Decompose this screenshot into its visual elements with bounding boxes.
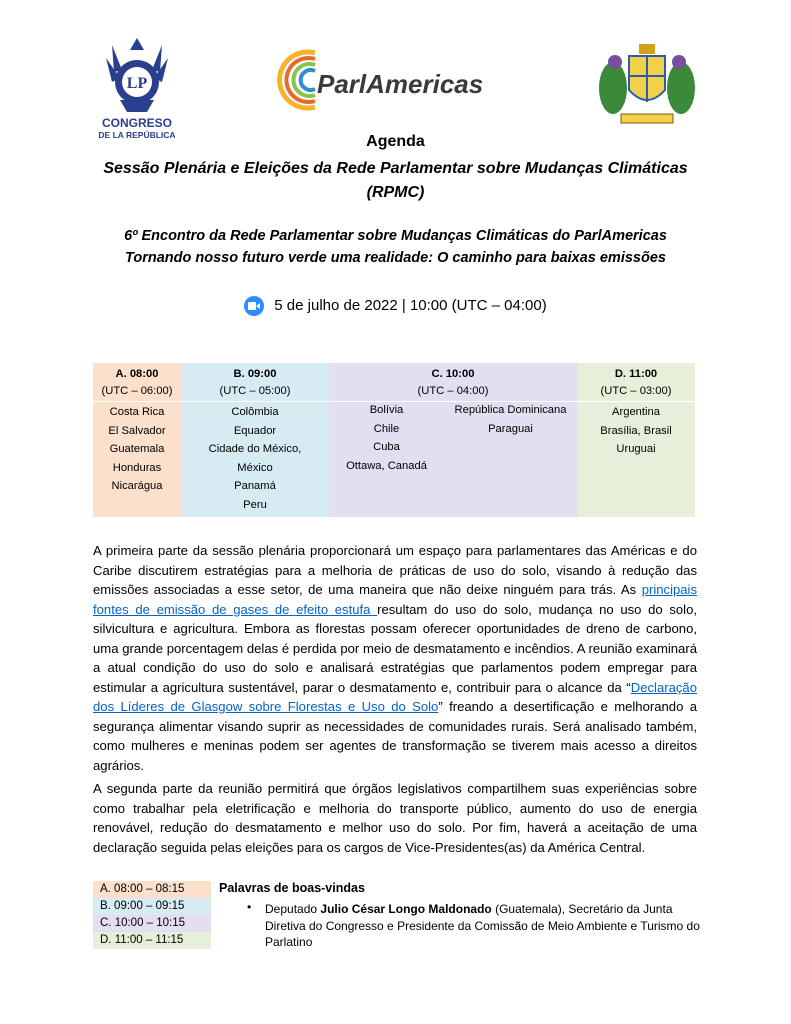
timezone-places-right <box>444 401 577 438</box>
place: Nicarágua <box>111 480 163 492</box>
place: México <box>237 461 273 474</box>
timezone-column-a <box>93 363 181 517</box>
congreso-logo <box>92 30 182 142</box>
schedule-times <box>93 881 211 949</box>
timezone-time: A. 08:00 <box>115 368 159 380</box>
timezone-utc: (UTC – 06:00) <box>93 383 181 402</box>
timezone-column-d <box>577 363 695 517</box>
schedule-time: B. 09:00 – 09:15 <box>93 898 211 915</box>
paragraph-text: resultam do uso do solo, mudança no uso do solo, silvicultura e agricultura. Embora as florestas possam oferecer oportunidades de dreno de carbono, uma grande porcentagem delas é perdida por meio de desmatamento e incêndios. A reunião examinará a atual condição do uso do solo e analisará estratégias que parlamentos podem empregar para estimular a agricultura sustentável, parar o desmatamento e, contribuir para o alcance da “ <box>93 601 697 695</box>
place: Peru <box>243 498 267 511</box>
place: Argentina <box>612 406 660 418</box>
place: Ottawa, Canadá <box>346 459 427 472</box>
second-paragraph: A segunda parte da reunião permitirá que órgãos legislativos compartilhem suas experiências sobre como trabalhar pela eletrificação e melhoria do transporte público, aumento do uso de energia renovável, redução do desmatamento e melhor uso do solo. Por fim, haverá a aceitação de uma declaração seguida pelas eleições para os cargos de Vice-Presidentes(as) da América Central. <box>93 781 697 855</box>
emissions-sources-link[interactable]: principais fontes de emissão de gases de efeito estufa <box>93 582 697 617</box>
timezone-places <box>93 403 181 496</box>
paragraph-text: A primeira parte da sessão plenária proporcionará um espaço para parlamentares das Américas e do Caribe discutirem estratégias para a melhoria de práticas de uso do solo, visando à redução das emissões associadas a esse setor, de uma maneira que não deixe ninguém para trás. As <box>93 543 697 597</box>
schedule-time: C. 10:00 – 10:15 <box>93 915 211 932</box>
bullet-icon: • <box>247 900 252 914</box>
event-line-1: 6º Encontro da Rede Parlamentar sobre Mudanças Climáticas do ParlAmericas <box>124 228 667 244</box>
timezone-column-b <box>181 363 329 517</box>
agenda-subtitle: Sessão Plenária e Eleições da Rede Parlamentar sobre Mudanças Climáticas (RPMC) <box>103 160 688 201</box>
place: Honduras <box>112 461 162 474</box>
timezone-utc: (UTC – 04:00) <box>329 383 577 402</box>
place: Guatemala <box>109 443 165 455</box>
place: Brasília, Brasil <box>600 424 672 437</box>
timezone-places <box>181 403 329 514</box>
place: Equador <box>233 424 277 437</box>
glasgow-declaration-link[interactable]: Declaração dos Líderes de Glasgow sobre Florestas e Uso do Solo <box>93 679 697 714</box>
timezone-table <box>93 363 695 517</box>
place: Chile <box>373 422 400 435</box>
event-title <box>80 225 711 269</box>
schedule-time: A. 08:00 – 08:15 <box>93 881 211 898</box>
svg-text:CONGRESO: CONGRESO <box>101 116 173 130</box>
place: Cuba <box>373 441 400 453</box>
zoom-icon <box>244 296 264 316</box>
place: Panamá <box>234 480 276 492</box>
timezone-time: D. 11:00 <box>614 368 658 380</box>
timezone-utc: (UTC – 03:00) <box>577 383 695 402</box>
parlamericas-logo <box>277 45 502 115</box>
place: El Salvador <box>108 424 166 437</box>
schedule-heading: Palavras de boas-vindas <box>219 881 365 895</box>
timezone-time: B. 09:00 <box>233 368 277 380</box>
svg-text:LP: LP <box>126 75 148 92</box>
coat-of-arms-logo <box>591 40 703 130</box>
event-date: 5 de julho de 2022 | 10:00 (UTC – 04:00) <box>274 296 547 314</box>
timezone-places <box>577 403 695 459</box>
timezone-places-left <box>329 401 444 475</box>
timezone-utc: (UTC – 05:00) <box>181 383 329 402</box>
paragraph-text: ” freando a desertificação e melhorando a segurança alimentar visando suprir as necessidades de comunidades rurais. Será analisado também, como mulheres e meninas podem ser agentes de transformação se tiverem mais acesso a direitos agrários. <box>93 699 697 773</box>
agenda-title: Agenda <box>366 133 425 150</box>
place: República Dominicana <box>454 404 567 416</box>
event-date-row <box>0 296 791 316</box>
place: Costa Rica <box>109 406 165 418</box>
svg-text:ParlAmericas: ParlAmericas <box>317 69 484 99</box>
speaker-role: (Guatemala), Secretário da Junta Diretiva do Congresso e Presidente da Comissão de Meio Ambiente e Turismo do Parlatino <box>265 902 700 949</box>
schedule-time: D. 11:00 – 11:15 <box>93 932 211 949</box>
place: Bolívia <box>369 404 404 416</box>
speaker-name: Julio César Longo Maldonado <box>320 902 492 916</box>
svg-text:DE LA REPÚBLICA: DE LA REPÚBLICA <box>98 130 176 140</box>
speaker-title: Deputado <box>265 902 321 916</box>
event-line-2: Tornando nosso futuro verde uma realidade: O caminho para baixas emissões <box>125 250 666 266</box>
place: Cidade do México, <box>208 443 302 455</box>
intro-paragraph <box>93 541 697 775</box>
place: Paraguai <box>488 422 533 435</box>
timezone-time: C. 10:00 <box>431 368 475 380</box>
place: Uruguai <box>616 443 656 455</box>
timezone-column-c <box>329 363 577 517</box>
place: Colômbia <box>231 406 279 418</box>
speaker-entry <box>265 901 705 951</box>
